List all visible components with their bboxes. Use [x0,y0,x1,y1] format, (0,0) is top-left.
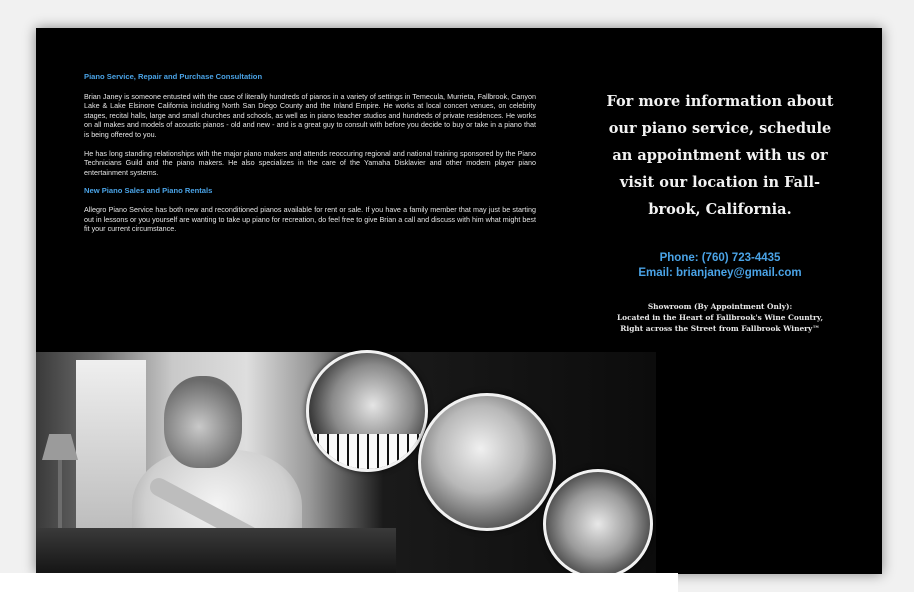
call-to-action: For more information about our piano service, schedule an appointment with us or visit our location in Fall-brook, California. [606,93,834,218]
page-edge-strip [0,573,678,592]
piano-body [36,528,396,574]
technician-head [164,376,242,468]
phone-text: Phone: (760) 723-4435 [659,252,781,264]
detail-photo-playing [543,469,653,574]
right-column [588,88,852,334]
showroom-line-3: Right across the Street from Fallbrook Winery™ [620,324,820,333]
paragraph-relationships: He has long standing relationships with the major piano makers and attends reoccuring regional and national training sponsored by the Piano Technicians Guild and the piano makers. He also specializes in the care of the Yamaha Disklavier and other modern player piano entertainment systems. [84,148,536,177]
section-heading-sales: New Piano Sales and Piano Rentals [84,186,213,196]
contact-block [588,251,852,281]
showroom-block [588,301,852,334]
paragraph-sales: Allegro Piano Service has both new and reconditioned pianos available for rent or sale. If you have a family member that may just be starting out in lessons or you yourself are wanting to take up piano for recreation, do feel free to give Brian a call and discuss with him what might best fit your current circumstance. [84,204,536,234]
showroom-line-1: Showroom (By Appointment Only): [647,302,793,311]
showroom-line-2: Located in the Heart of Fallbrook's Wine Country, [616,313,824,322]
left-column [84,72,536,243]
paragraph-intro: Brian Janey is someone entusted with the case of literally hundreds of pianos in a variety of settings in Temecula, Murrieta, Fallbrook, Canyon Lake & Lake Elsinore California including North San Diego County and the Inland Empire. He works at local concert venues, on celebrity stages, recital halls, large and small churches and schools, as well as in piano teacher studios and hundreds of private residences. He works on all makes and models of acoustic pianos - old and new - and is a great guy to consult with before you decide to buy or take in a piano that is being offered to you. [84,91,536,139]
email-text: Email: brianjaney@gmail.com [638,267,802,279]
detail-photo-tuning [418,393,556,531]
section-heading-service: Piano Service, Repair and Purchase Consultation [84,72,263,81]
detail-photo-keys [306,350,428,472]
brochure-page [36,28,882,574]
lamp-icon [42,434,78,460]
piano-keys-icon [309,434,425,469]
